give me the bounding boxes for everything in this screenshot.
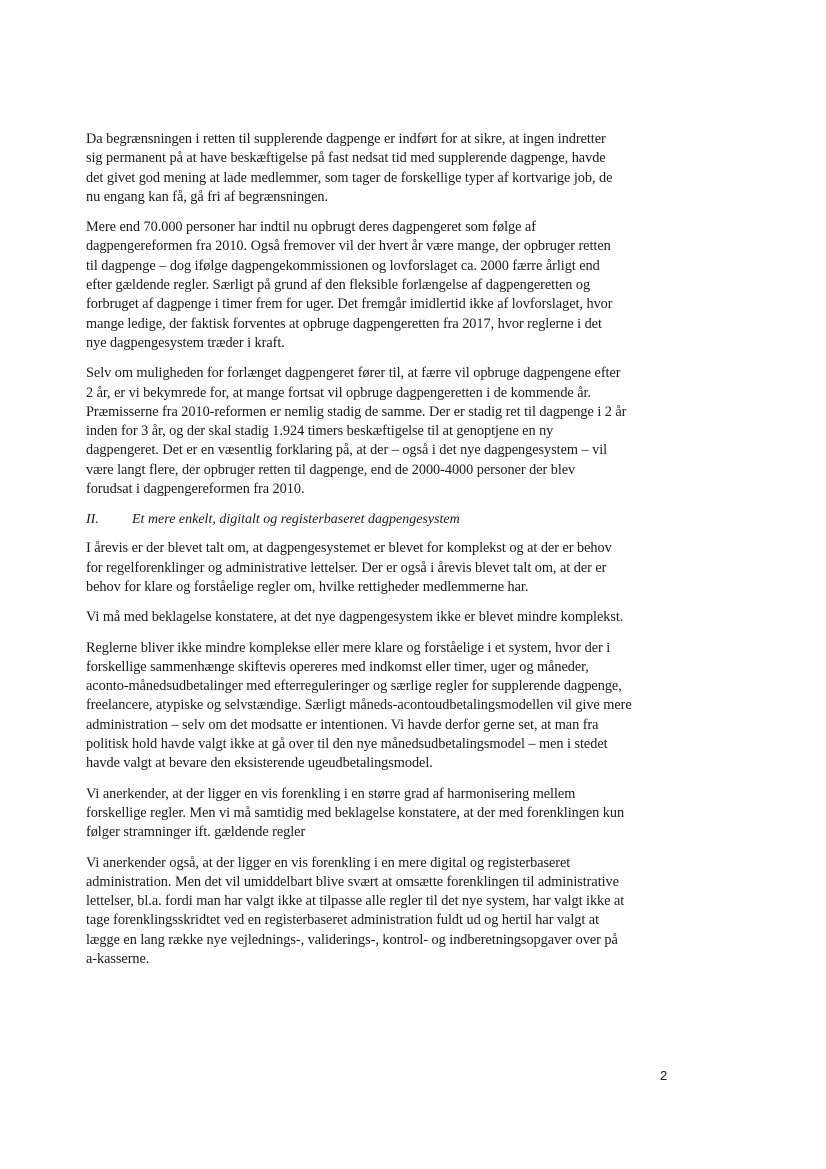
paragraph-line: Da begrænsningen i retten til supplerende dagpenge er indført for at sikre, at ingen indretter xyxy=(86,131,606,147)
paragraph-line: administration. Men det vil umiddelbart blive svært at omsætte forenklingen til administrative xyxy=(86,873,619,890)
paragraph-line: a-kasserne. xyxy=(86,950,150,967)
paragraph xyxy=(86,854,686,970)
paragraph-line: lægge en lang række nye vejlednings-, validerings-, kontrol- og indberetningsopgaver over på xyxy=(86,931,618,948)
paragraph-line: 2 år, er vi bekymrede for, at mange fortsat vil opbruge dagpengeretten i de kommende år. xyxy=(86,384,591,401)
paragraph xyxy=(86,608,686,627)
paragraph-line: forudsat i dagpengereformen fra 2010. xyxy=(86,481,305,498)
paragraph xyxy=(86,639,686,774)
paragraph-line: følger stramninger ift. gældende regler xyxy=(86,824,306,841)
paragraph-line: dagpengeret. Det er en væsentlig forklaring på, at der – også i det nye dagpengesystem – vil xyxy=(86,442,608,459)
paragraph-line: aconto-månedsudbetalinger med efterreguleringer og særlige regler for supplerende dagpenge, xyxy=(86,678,622,695)
paragraph-line: efter gældende regler. Særligt på grund af den fleksible forlængelse af dagpengeretten og xyxy=(86,277,591,294)
paragraph-line: tage forenklingsskridtet ved en registerbaseret administration fuldt ud og hertil har valgt at xyxy=(86,912,600,929)
paragraph-line: behov for klare og forståelige regler om, hvilke rettigheder medlemmerne har. xyxy=(86,578,529,595)
paragraph-line: være langt flere, der opbruger retten til dagpenge, end de 2000-4000 personer der blev xyxy=(86,461,576,478)
paragraph-line: sig permanent på at have beskæftigelse på fast nedsat tid med supplerende dagpenge, havde xyxy=(86,150,606,167)
section-heading-title: Et mere enkelt, digitalt og registerbaseret dagpengesystem xyxy=(132,512,460,528)
paragraph-line: Reglerne bliver ikke mindre komplekse eller mere klare og forståelige i et system, hvor der i xyxy=(86,639,611,656)
paragraph-line: havde valgt at bevare den eksisterende ugeudbetalingsmodel. xyxy=(86,755,433,772)
document-body xyxy=(86,130,686,980)
paragraph-line: politisk hold havde valgt ikke at gå over til den nye månedsudbetalingsmodel – men i stedet xyxy=(86,736,608,753)
paragraph-line: Mere end 70.000 personer har indtil nu opbrugt deres dagpengeret som følge af xyxy=(86,219,536,236)
paragraph-line: administration – selv om det modsatte er intentionen. Vi havde derfor gerne set, at man fra xyxy=(86,716,599,733)
section-heading xyxy=(86,510,686,529)
page-number: 2 xyxy=(660,1068,668,1083)
paragraph-line: nu engang kan få, gå fri af begrænsningen. xyxy=(86,188,329,205)
paragraph-line: forskellige sammenhænge skiftevis opereres med indkomst eller timer, uger og måneder, xyxy=(86,658,589,675)
paragraph-line: Præmisserne fra 2010-reformen er nemlig stadig de samme. Der er stadig ret til dagpenge i 2 år xyxy=(86,403,627,420)
paragraph-line: Vi må med beklagelse konstatere, at det nye dagpengesystem ikke er blevet mindre komplekst. xyxy=(86,609,624,626)
paragraph-line: I årevis er der blevet talt om, at dagpengesystemet er blevet for komplekst og at der er behov xyxy=(86,540,612,557)
paragraph-line: Vi anerkender, at der ligger en vis forenkling i en større grad af harmonisering mellem xyxy=(86,785,576,802)
paragraph-line: nye dagpengesystem træder i kraft. xyxy=(86,334,285,351)
paragraph xyxy=(86,130,686,207)
paragraph xyxy=(86,785,686,843)
paragraph xyxy=(86,218,686,353)
paragraph xyxy=(86,364,686,499)
paragraph-line: til dagpenge – dog ifølge dagpengekommissionen og lovforslaget ca. 2000 færre årligt end xyxy=(86,257,600,274)
paragraph-line: inden for 3 år, og der skal stadig 1.924 timers beskæftigelse til at genoptjene en ny xyxy=(86,423,554,440)
paragraph-line: lettelser, bl.a. fordi man har valgt ikke at tilpasse alle regler til det nye system, har valgt ikke at xyxy=(86,893,625,910)
paragraph-line: mange ledige, der faktisk forventes at opbruge dagpengeretten fra 2017, hvor reglerne i det xyxy=(86,315,602,332)
section-heading-number: II. xyxy=(86,512,99,528)
paragraph-line: Vi anerkender også, at der ligger en vis forenkling i en mere digital og registerbaseret xyxy=(86,854,571,871)
paragraph-line: forbruget af dagpenge i timer frem for uger. Det fremgår imidlertid ikke af lovforslaget, hvor xyxy=(86,296,613,313)
paragraph-line: for regelforenklinger og administrative lettelser. Der er også i årevis blevet talt om, at der er xyxy=(86,559,607,576)
paragraph xyxy=(86,539,686,597)
paragraph-line: freelancere, atypiske og selvstændige. Særligt måneds-acontoudbetalingsmodellen vil give mere xyxy=(86,697,632,714)
paragraph-line: dagpengereformen fra 2010. Også fremover vil der hvert år være mange, der opbruger retten xyxy=(86,238,611,255)
paragraph-line: forskellige regler. Men vi må samtidig med beklagelse konstatere, at der med forenklingen kun xyxy=(86,804,625,821)
paragraph-line: Selv om muligheden for forlænget dagpengeret fører til, at færre vil opbruge dagpengene efter xyxy=(86,365,621,382)
paragraph-line: det givet god mening at lade medlemmer, som tager de forskellige typer af kortvarige job, de xyxy=(86,169,613,186)
